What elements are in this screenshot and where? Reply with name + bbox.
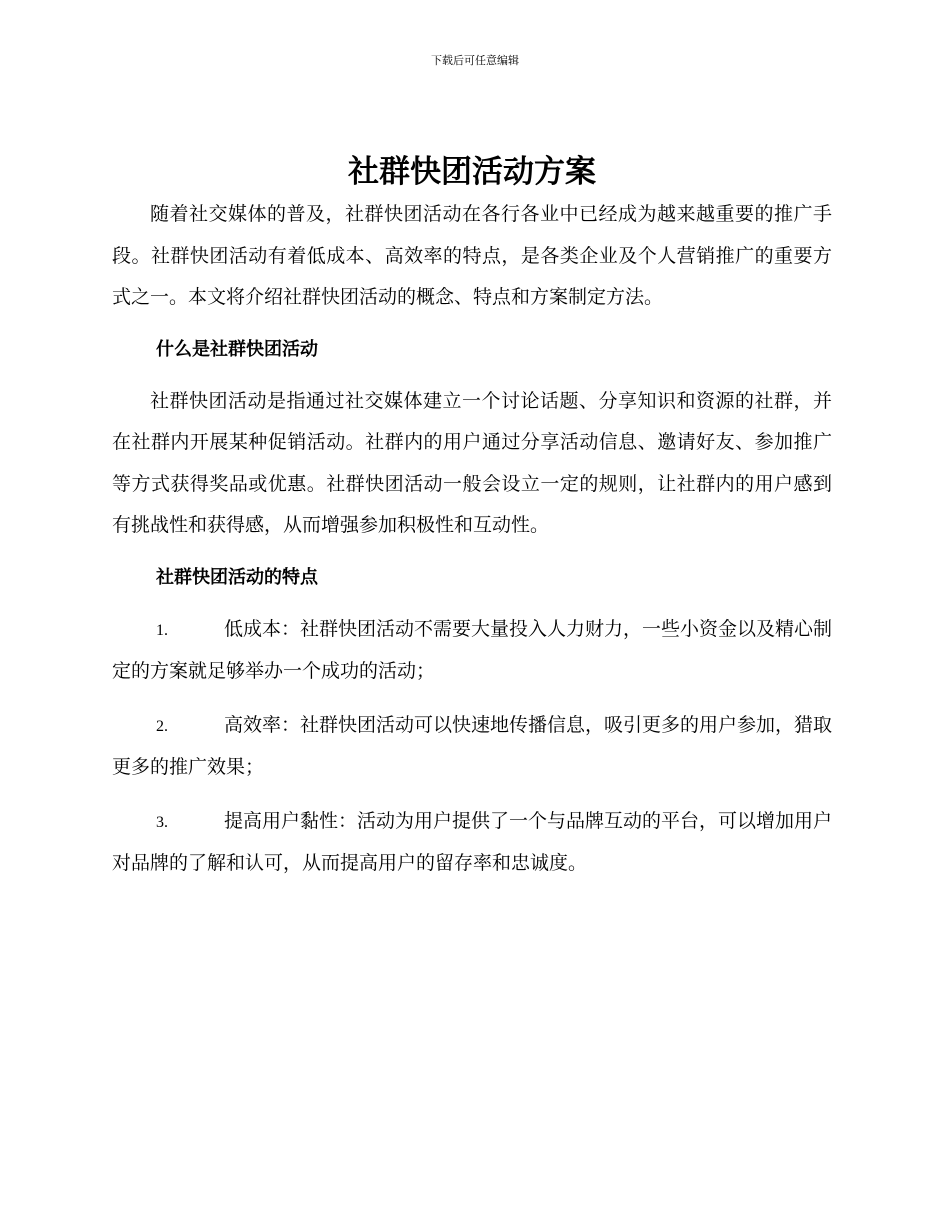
list-item [112, 705, 832, 789]
list-item-number: 3. [156, 813, 168, 831]
list-item-text: 低成本：社群快团活动不需要大量投入人力财力，一些小资金以及精心制定的方案就足够举办一个成功的活动； [112, 617, 833, 682]
list-item-text: 提高用户黏性：活动为用户提供了一个与品牌互动的平台，可以增加用户对品牌的了解和认可，从而提高用户的留存率和忠诚度。 [112, 809, 833, 874]
list-item-number: 1. [156, 621, 168, 639]
list-item-text: 高效率：社群快团活动可以快速地传播信息，吸引更多的用户参加，猎取更多的推广效果； [112, 713, 833, 778]
document-body [112, 150, 832, 885]
definition-paragraph: 社群快团活动是指通过社交媒体建立一个讨论话题、分享知识和资源的社群，并在社群内开展某种促销活动。社群内的用户通过分享活动信息、邀请好友、参加推广等方式获得奖品或优惠。社群快团活动一般会设立一定的规则，让社群内的用户感到有挑战性和获得感，从而增强参加积极性和互动性。 [112, 389, 832, 536]
intro-paragraph: 随着社交媒体的普及，社群快团活动在各行各业中已经成为越来越重要的推广手段。社群快团活动有着低成本、高效率的特点，是各类企业及个人营销推广的重要方式之一。本文将介绍社群快团活动的概念、特点和方案制定方法。 [112, 203, 832, 308]
document-title: 社群快团活动方案 [348, 154, 596, 190]
page-header-note: 下载后可任意编辑 [431, 54, 519, 67]
list-item-number: 2. [156, 717, 168, 735]
section-heading-features: 社群快团活动的特点 [156, 566, 318, 588]
list-item [112, 801, 832, 885]
list-item [112, 609, 832, 693]
section-heading-definition: 什么是社群快团活动 [156, 338, 318, 360]
